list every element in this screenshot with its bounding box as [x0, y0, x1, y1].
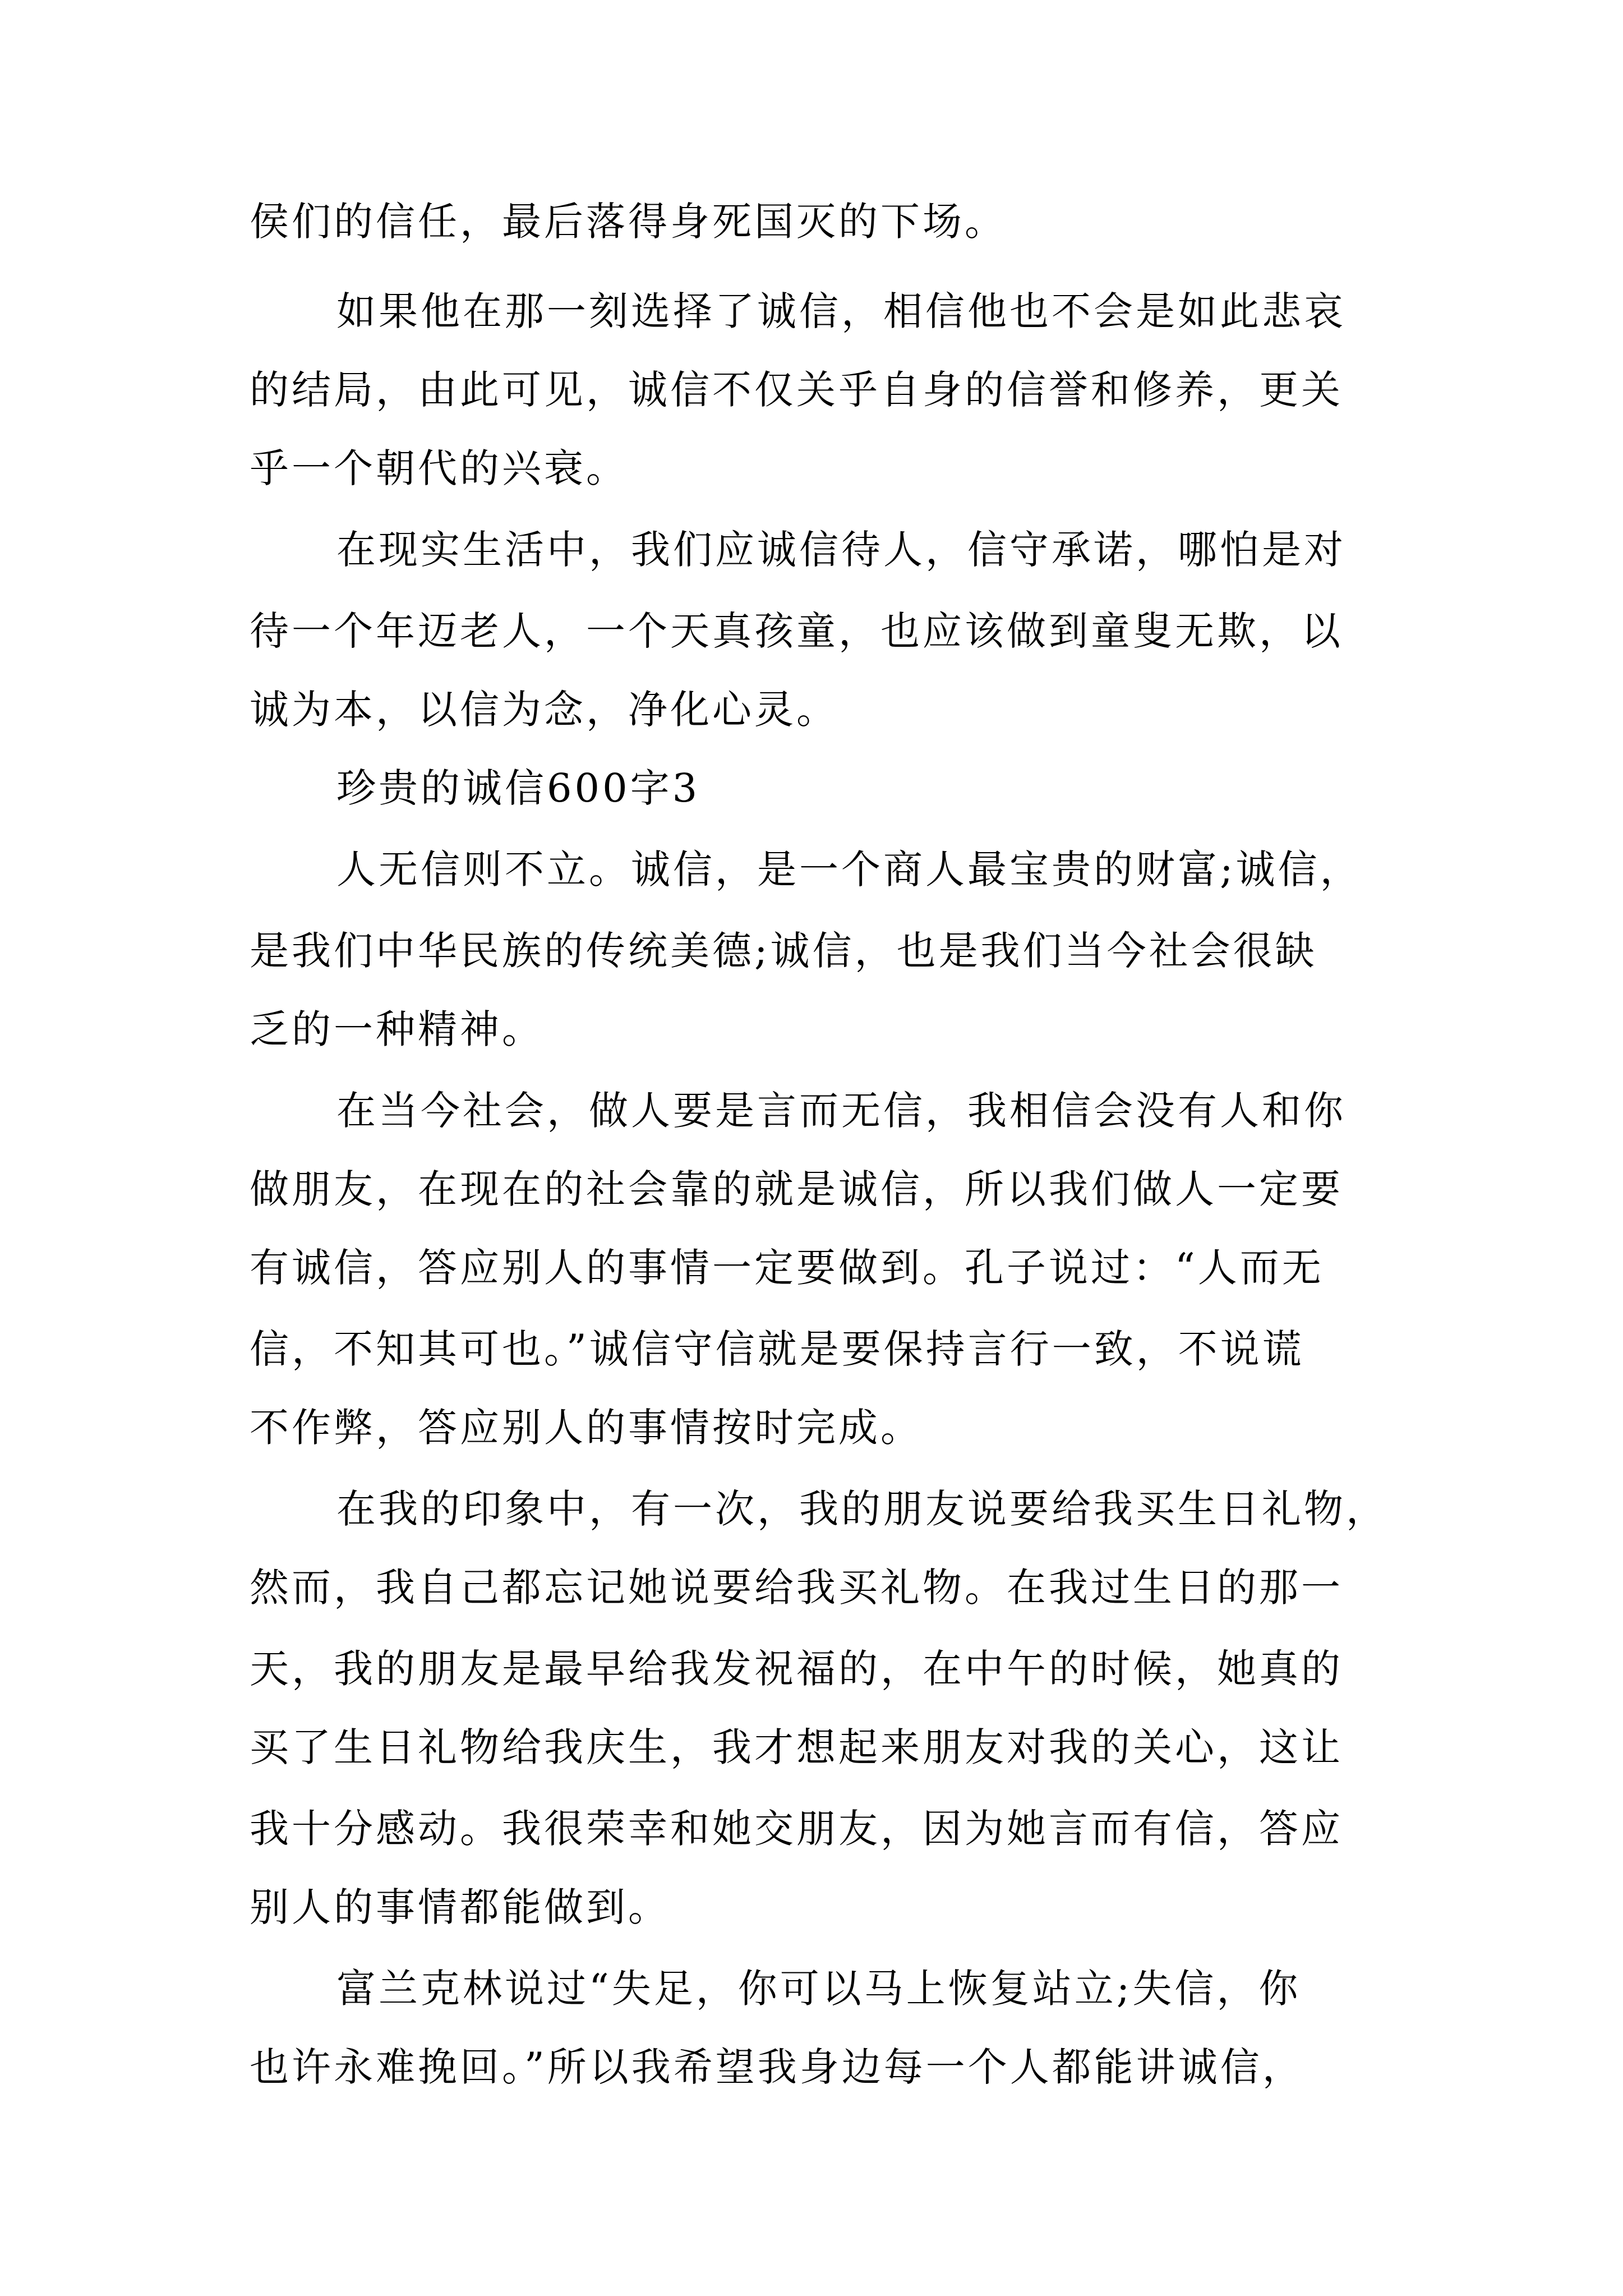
text-line: 在我的印象中，有一次，我的朋友说要给我买生日礼物， [336, 1486, 1388, 1532]
text-line: 在当今社会，做人要是言而无信，我相信会没有人和你 [336, 1088, 1346, 1134]
text-line: 是我们中华民族的传统美德;诚信，也是我们当今社会很缺 [250, 928, 1317, 974]
text-line: 待一个年迈老人，一个天真孩童，也应该做到童叟无欺，以 [250, 608, 1343, 654]
text-line: 侯们的信任，最后落得身死国灭的下场。 [250, 199, 1007, 245]
text-line: 我十分感动。我很荣幸和她交朋友，因为她言而有信，答应 [250, 1806, 1343, 1852]
text-line: 也许永难挽回。”所以我希望我身边每一个人都能讲诚信， [250, 2044, 1304, 2090]
text-line: 在现实生活中，我们应诚信待人，信守承诺，哪怕是对 [336, 527, 1346, 573]
text-line: 然而，我自己都忘记她说要给我买礼物。在我过生日的那一 [250, 1565, 1343, 1611]
text-line: 有诚信，答应别人的事情一定要做到。孔子说过：“人而无 [250, 1245, 1324, 1291]
text-line: 买了生日礼物给我庆生，我才想起来朋友对我的关心，这让 [250, 1724, 1343, 1770]
text-line: 富兰克林说过“失足，你可以马上恢复站立;失信，你 [336, 1966, 1301, 2012]
text-line: 不作弊，答应别人的事情按时完成。 [250, 1405, 923, 1451]
text-line: 做朋友，在现在的社会靠的就是诚信，所以我们做人一定要 [250, 1166, 1343, 1212]
text-line: 人无信则不立。诚信，是一个商人最宝贵的财富;诚信， [336, 846, 1362, 892]
text-line: 信，不知其可也。”诚信守信就是要保持言行一致，不说谎 [250, 1326, 1304, 1372]
text-line: 如果他在那一刻选择了诚信，相信他也不会是如此悲哀 [336, 288, 1346, 334]
section-heading: 珍贵的诚信600字3 [336, 765, 700, 811]
text-line: 诚为本，以信为念，净化心灵。 [250, 687, 838, 733]
text-line: 乎一个朝代的兴衰。 [250, 445, 628, 491]
text-line: 乏的一种精神。 [250, 1006, 544, 1052]
text-line: 天，我的朋友是最早给我发祝福的，在中午的时候，她真的 [250, 1646, 1343, 1692]
text-line: 的结局，由此可见，诚信不仅关乎自身的信誉和修养，更关 [250, 367, 1343, 413]
text-line: 别人的事情都能做到。 [250, 1884, 670, 1930]
